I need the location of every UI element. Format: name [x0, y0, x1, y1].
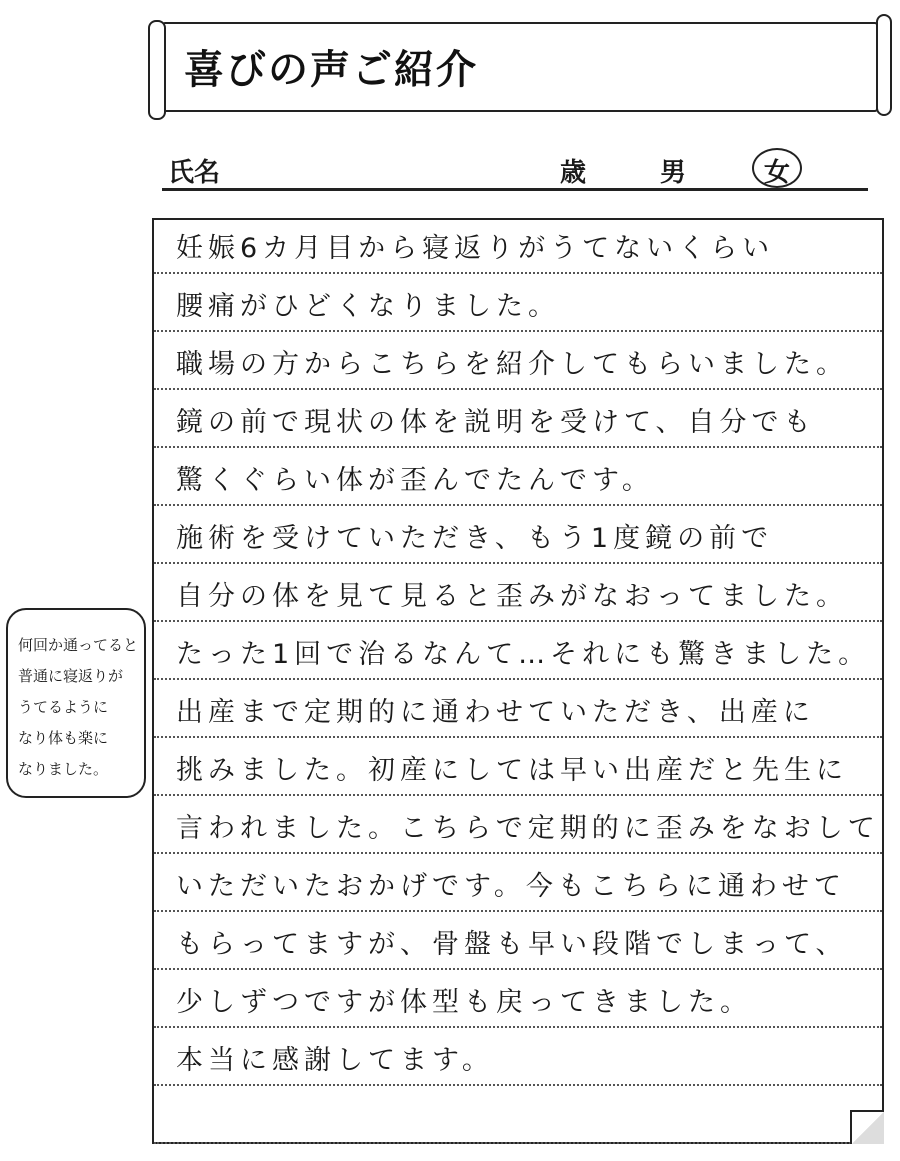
text-line: 言われました。こちらで定期的に歪みをなおして	[154, 796, 882, 854]
note-line: 普通に寝返りが	[18, 667, 124, 685]
text-line: 施術を受けていただき、もう1度鏡の前で	[154, 506, 882, 564]
text-line: 本当に感謝してます。	[154, 1028, 882, 1086]
title-banner	[162, 22, 878, 112]
note-line: うてるように	[18, 698, 109, 716]
text-line: 鏡の前で現状の体を説明を受けて、自分でも	[154, 390, 882, 448]
text-line: 驚くぐらい体が歪んでたんです。	[154, 448, 882, 506]
note-line: 何回か通ってると	[18, 636, 139, 654]
female-label: 女	[763, 158, 790, 188]
text-line: 職場の方からこちらを紹介してもらいました。	[154, 332, 882, 390]
page-curl-corner	[850, 1110, 884, 1144]
text-line: 出産まで定期的に通わせていただき、出産に	[154, 680, 882, 738]
text-line: 腰痛がひどくなりました。	[154, 274, 882, 332]
note-line: なりました。	[18, 760, 109, 778]
testimonial-body	[154, 220, 882, 1144]
text-line: 少しずつですが体型も戻ってきました。	[154, 970, 882, 1028]
male-label: 男	[660, 158, 687, 188]
text-line: たった1回で治るなんて…それにも驚きました。	[154, 622, 882, 680]
name-age-sex-row	[162, 150, 868, 191]
text-line: 自分の体を見て見ると歪みがなおってました。	[154, 564, 882, 622]
text-line: 妊娠6カ月目から寝返りがうてないくらい	[154, 220, 882, 274]
text-line	[154, 1086, 882, 1144]
text-line: 挑みました。初産にしては早い出産だと先生に	[154, 738, 882, 796]
name-label: 氏名	[168, 158, 221, 188]
age-label: 歳	[560, 158, 587, 188]
note-line: なり体も楽に	[18, 729, 109, 747]
lined-paper	[152, 218, 884, 1144]
text-line: もらってますが、骨盤も早い段階でしまって、	[154, 912, 882, 970]
text-line: いただいたおかげです。今もこちらに通わせて	[154, 854, 882, 912]
page-title: 喜びの声ご紹介	[184, 47, 478, 93]
side-note-bubble	[6, 608, 146, 798]
